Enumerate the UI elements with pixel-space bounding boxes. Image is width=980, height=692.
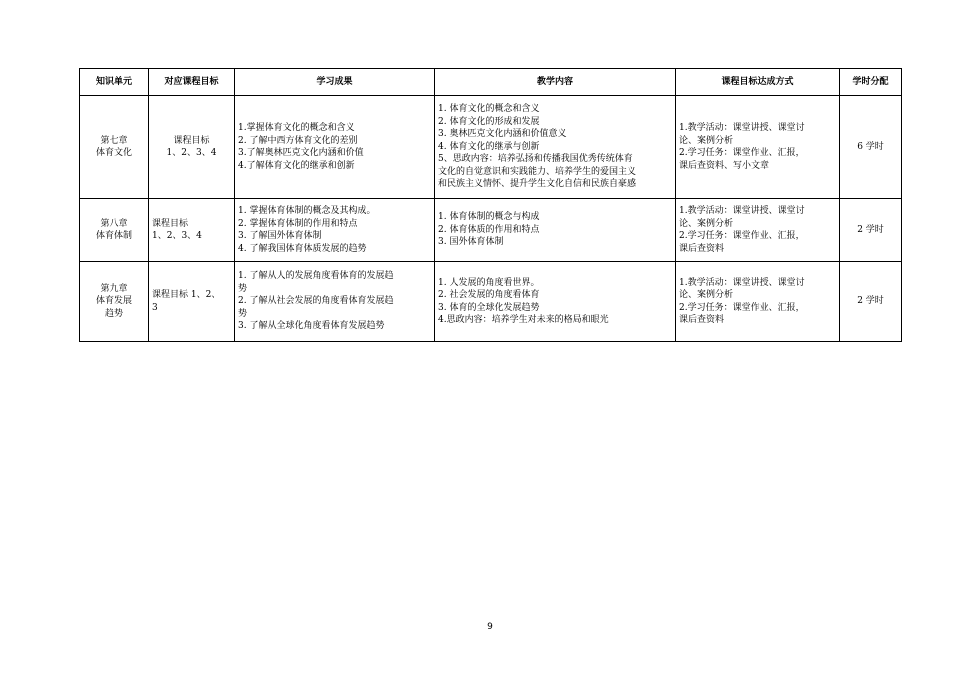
- cell-goal: [149, 96, 235, 199]
- content-line: 5、思政内容：培养弘扬和传播我国优秀传统体育: [438, 154, 633, 165]
- header-unit: 知识单元: [80, 69, 149, 96]
- content-line: 4.思政内容：培养学生对未来的格局和眼光: [438, 315, 609, 325]
- cell-goal: [149, 199, 235, 262]
- unit-line: 体育体制: [95, 231, 132, 241]
- method-line: 2.学习任务：课堂作业、汇报，: [679, 148, 805, 158]
- content-line: 1. 体育文化的概念和含义: [438, 104, 540, 115]
- cell-goal: [149, 262, 235, 342]
- content-line: 文化的自觉意识和实践能力、培养学生的爱国主义: [438, 166, 637, 177]
- cell-hours: 6 学时: [840, 96, 902, 199]
- method-line: 课后查资料: [679, 243, 725, 254]
- cell-method: [676, 199, 840, 262]
- unit-line: 趋势: [104, 308, 123, 319]
- goal-line: 课程目标: [173, 135, 210, 146]
- goal-line: 3: [152, 302, 158, 313]
- cell-content: [435, 96, 676, 199]
- content-line: 2. 体育文化的形成和发展: [438, 116, 540, 127]
- method-line: 论、案例分析: [679, 218, 734, 229]
- cell-outcome: [235, 262, 435, 342]
- outcome-line: 3. 了解从全球化角度看体育发展趋势: [238, 321, 385, 332]
- cell-content: [435, 262, 676, 342]
- table-row: [80, 96, 902, 199]
- table-row: [80, 262, 902, 342]
- goal-line: 1、2、3、4: [152, 231, 202, 241]
- cell-method: [676, 96, 840, 199]
- outcome-line: 4.了解体育文化的继承和创新: [238, 160, 355, 171]
- header-row: [80, 69, 902, 96]
- header-hours: 学时分配: [840, 69, 902, 96]
- cell-hours: 2 学时: [840, 199, 902, 262]
- method-line: 1.教学活动：课堂讲授、课堂讨: [679, 277, 805, 288]
- unit-line: 体育文化: [95, 148, 132, 158]
- unit-line: 第八章: [100, 218, 128, 229]
- content-line: 2. 体育体质的作用和特点: [438, 224, 540, 235]
- cell-hours: 2 学时: [840, 262, 902, 342]
- content-line: 3. 奥林匹克文化内涵和价值意义: [438, 129, 567, 140]
- method-line: 课后查资料、写小文章: [679, 160, 770, 171]
- outcome-line: 1. 掌握体育体制的概念及其构成。: [238, 206, 376, 216]
- method-line: 2.学习任务：课堂作业、汇报，: [679, 302, 805, 313]
- header-content: 教学内容: [435, 69, 676, 96]
- content-line: 1. 人发展的角度看世界。: [438, 277, 540, 288]
- outcome-line: 势: [238, 283, 248, 294]
- content-line: 4. 体育文化的继承与创新: [438, 141, 540, 152]
- goal-line: 1、2、3、4: [166, 148, 217, 158]
- outcome-line: 1. 了解从人的发展角度看体育的发展趋: [238, 271, 394, 282]
- outcome-line: 1.掌握体育文化的概念和含义: [238, 123, 355, 133]
- content-line: 3. 体育的全球化发展趋势: [438, 302, 540, 313]
- method-line: 1.教学活动：课堂讲授、课堂讨: [679, 206, 805, 216]
- cell-content: [435, 199, 676, 262]
- content-line: 和民族主义情怀、提升学生文化自信和民族自豪感: [438, 179, 637, 190]
- unit-line: 第九章: [100, 283, 128, 294]
- outcome-line: 3. 了解国外体育体制: [238, 231, 322, 241]
- outcome-line: 势: [238, 308, 248, 319]
- page-number: 9: [487, 622, 493, 632]
- header-outcome: 学习成果: [235, 69, 435, 96]
- method-line: 2.学习任务：课堂作业、汇报，: [679, 231, 805, 241]
- header-goal: 对应课程目标: [149, 69, 235, 96]
- method-line: 论、案例分析: [679, 135, 734, 146]
- outcome-line: 3.了解奥林匹克文化内涵和价值: [238, 148, 364, 158]
- method-line: 论、案例分析: [679, 290, 734, 300]
- cell-method: [676, 262, 840, 342]
- outcome-line: 2. 掌握体育体制的作用和特点: [238, 218, 358, 229]
- cell-unit: [80, 199, 149, 262]
- syllabus-table: [79, 68, 902, 342]
- goal-line: 课程目标 1、2、: [152, 290, 221, 300]
- method-line: 1.教学活动：课堂讲授、课堂讨: [679, 123, 805, 133]
- table-row: [80, 199, 902, 262]
- cell-unit: [80, 96, 149, 199]
- goal-line: 课程目标: [152, 218, 189, 229]
- content-line: 3. 国外体育体制: [438, 237, 504, 248]
- unit-line: 第七章: [100, 135, 128, 146]
- method-line: 课后查资料: [679, 315, 725, 325]
- unit-line: 体育发展: [95, 296, 132, 307]
- header-method: 课程目标达成方式: [676, 69, 840, 96]
- outcome-line: 2. 了解从社会发展的角度看体育发展趋: [238, 296, 394, 307]
- outcome-line: 4. 了解我国体育体质发展的趋势: [238, 243, 367, 254]
- cell-outcome: [235, 199, 435, 262]
- content-line: 2. 社会发展的角度看体育: [438, 290, 540, 300]
- content-line: 1. 体育体制的概念与构成: [438, 212, 540, 223]
- outcome-line: 2. 了解中西方体育文化的差别: [238, 135, 358, 146]
- cell-outcome: [235, 96, 435, 199]
- cell-unit: [80, 262, 149, 342]
